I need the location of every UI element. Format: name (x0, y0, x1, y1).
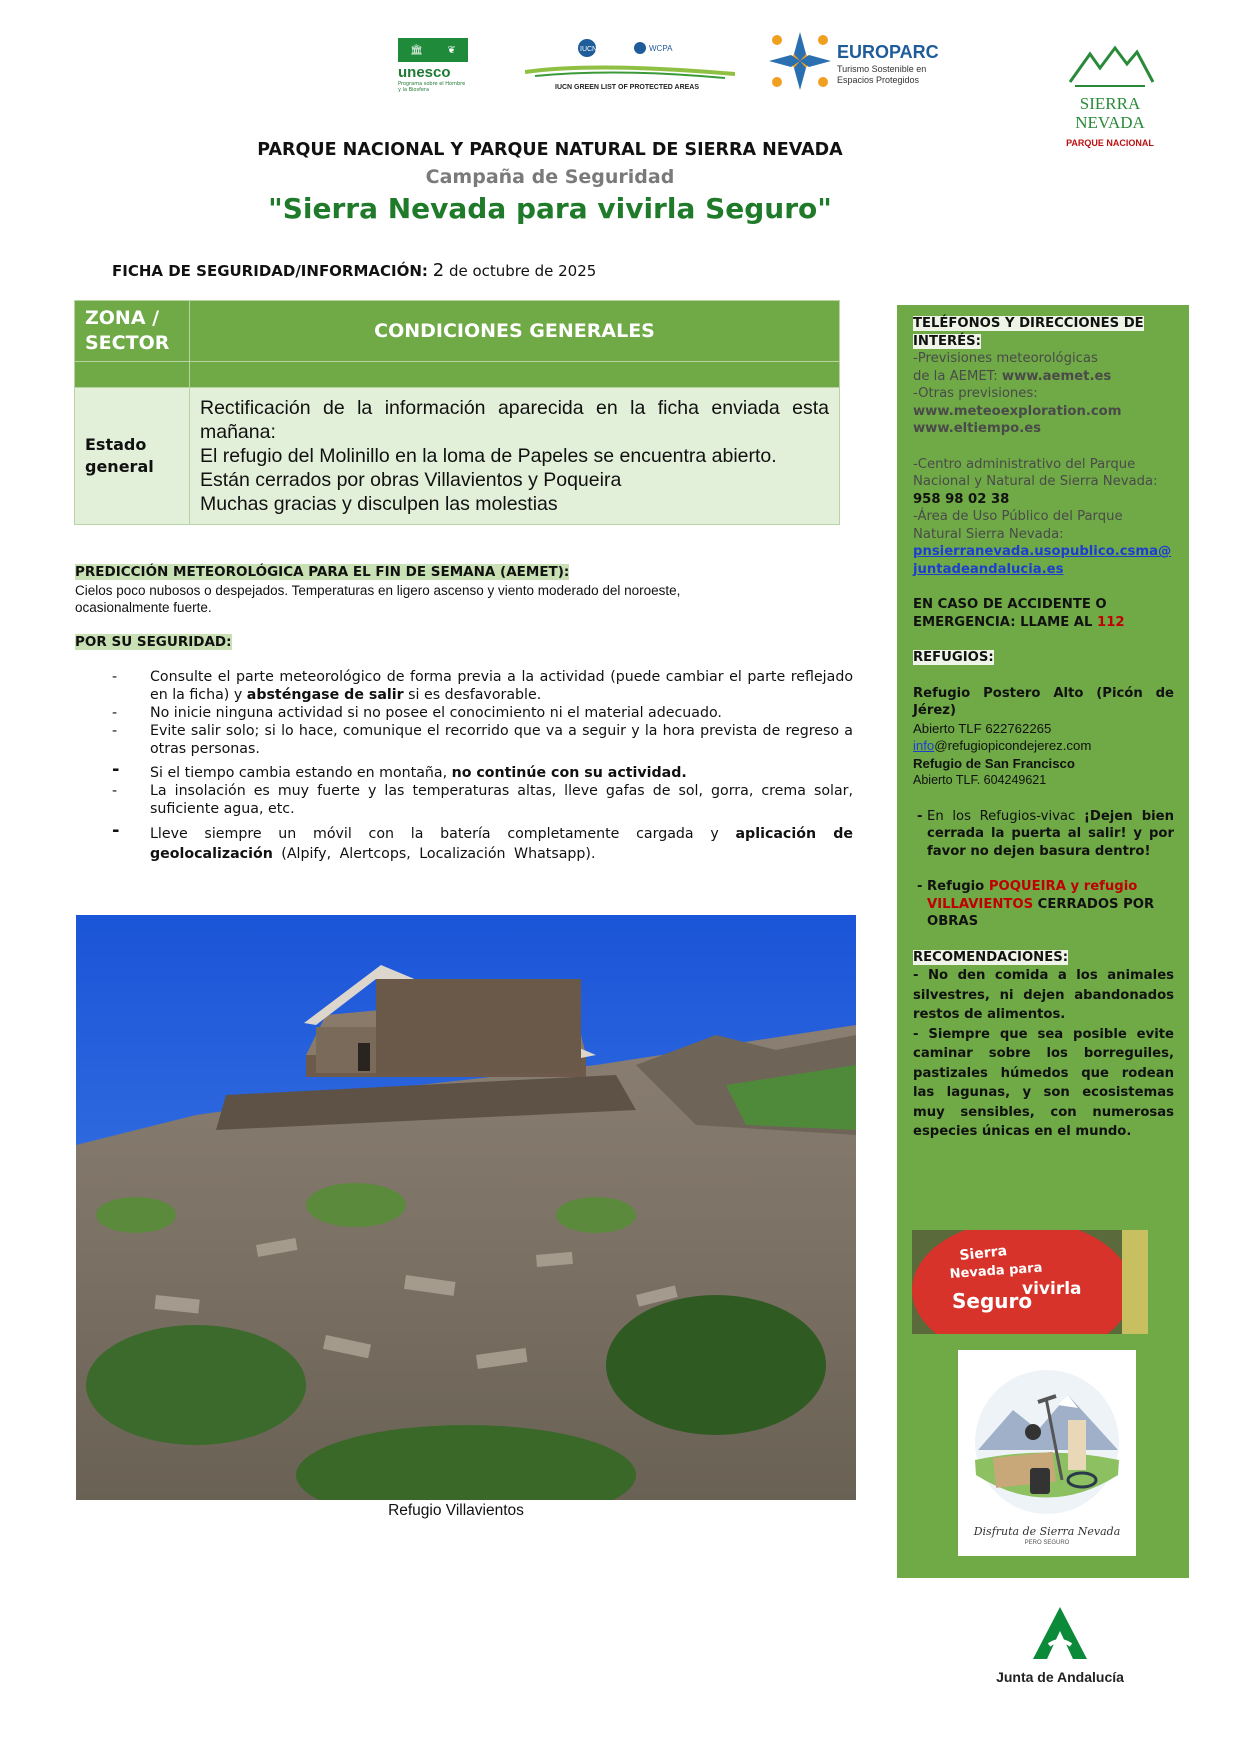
unesco-emblem (398, 38, 468, 62)
iucn-caption: IUCN GREEN LIST OF PROTECTED AREAS (555, 84, 700, 91)
campaign-title: Campaña de Seguridad (425, 166, 675, 188)
list-item: - Lleve siempre un móvil con la batería completamente cargada y aplicación de geolocalización (Alpify, Alertcops, Localización Whatsapp). (112, 820, 853, 862)
recommendation-2: - Siempre que sea posible evite caminar sobre los borreguiles, pastizales húmedos que rodean las lagunas, y son ecosistemas muy sensibles, con numerosas especies únicas en el mundo. (913, 1026, 1174, 1139)
disfruta-sierra-nevada-poster (958, 1350, 1136, 1556)
meteoexploration-link[interactable]: www.meteoexploration.com (913, 403, 1122, 419)
centro-label: -Centro administrativo del Parque Nacional y Natural de Sierra Nevada: (913, 456, 1158, 489)
refugio-villavientos-photo (76, 915, 856, 1500)
ficha-label: FICHA DE SEGURIDAD/INFORMACIÓN: (112, 262, 428, 280)
equipment-illustration (958, 1350, 1136, 1525)
list-item: - Evite salir solo; si lo hace, comunique el recorrido que va a seguir y la hora prevista de regreso a otras personas. (112, 723, 853, 757)
closed-refugios-notice: - Refugio POQUEIRA y refugio VILLAVIENTOS CERRADOS POR OBRAS (917, 879, 1155, 929)
emergency-text: EN CASO DE ACCIDENTE O EMERGENCIA: LLAME AL 112 (913, 597, 1125, 630)
centro-phone: 958 98 02 38 (913, 491, 1010, 507)
security-title: POR SU SEGURIDAD: (75, 634, 232, 650)
header-spacer-row (75, 362, 840, 388)
park-title: PARQUE NACIONAL Y PARQUE NATURAL DE SIERRA NEVADA (257, 140, 843, 160)
campaign-shirt-image (912, 1230, 1148, 1334)
other-forecasts-label: -Otras previsiones: (913, 386, 1038, 401)
svg-text:WCPA: WCPA (649, 44, 673, 53)
list-item: - Consulte el parte meteorológico de forma previa a la actividad (puede cambiar el parte reflejado en la ficha) y absténgase de salir si es desfavorable. (112, 669, 853, 703)
svg-text:vivirla: vivirla (1022, 1279, 1082, 1299)
area-label: -Área de Uso Público del Parque Natural Sierra Nevada: (913, 509, 1123, 542)
ficha-date-line (112, 260, 596, 281)
mountain-hut-illustration (76, 915, 856, 1500)
refugios-title: REFUGIOS: (913, 650, 994, 665)
list-item: - La insolación es muy fuerte y las temperaturas altas, lleve gafas de sol, gorra, crema solar, suficiente agua, etc. (112, 783, 853, 817)
refugio-postero-name: Refugio Postero Alto (Picón de Jérez) (913, 685, 1174, 718)
sierra-nevada-wordmark: SIERRA NEVADA (1075, 94, 1145, 132)
refugio-postero-phone: Abierto TLF 622762265 (913, 720, 1052, 736)
conditions-header: CONDICIONES GENERALES (190, 301, 840, 362)
campaign-sticker-photo (912, 1230, 1148, 1334)
conditions-table (74, 300, 840, 525)
info-side-panel: TELÉFONOS Y DIRECCIONES DE INTERÉS: -Previsiones meteorológicas de la AEMET: www.aemet.es -Otras previsiones: www.meteoexploration.com www.eltiempo.es -Centro administrativo del Parque Nacional y Natural de Sierra Nevada: 958 98 02 38 -Área de Uso Público del Parque Natural Sierra Nevada: pnsierranevada.usopublico.csma@juntadeandalucia.es EN CASO DE ACCIDENTE O EMERGENCIA: LLAME AL 112 REFUGIOS: Refugio Postero Alto (Picón de Jérez) Abierto TLF 622762265 info@refugiopicondejerez.com Refugio de San Francisco Abierto TLF. 604249621 - En los Refugios-vivac ¡Dejen bien cerrada la puerta al salir! y por favor no dejen basura dentro! - Refugio POQUEIRA y refugio VILLAVIENTOS CERRADOS POR OBRAS RECOMENDACIONES: - No den comida a los animales silvestres, ni dejen abandonados restos de alimentos. - Siempre que sea posible evite caminar sobre los borreguiles, pastizales húmedos que rodean las lagunas, y son ecosistemas muy sensibles, con numerosas especies únicas en el mundo. (897, 305, 1189, 1578)
europarc-logo (765, 30, 940, 92)
list-item: - No inicie ninguna actividad si no posee el conocimiento ni el material adecuado. (112, 705, 722, 721)
europarc-star-icon (765, 30, 835, 92)
prediction-text: Cielos poco nubosos o despejados. Temperaturas en ligero ascenso y viento moderado del noroeste, ocasionalmente fuerte. (75, 583, 681, 615)
phones-title: TELÉFONOS Y DIRECCIONES DE INTERÉS: (913, 316, 1144, 349)
svg-text:Seguro: Seguro (952, 1289, 1033, 1313)
junta-andalucia-logo (985, 1605, 1135, 1685)
iucn-green-list-logo (525, 36, 735, 98)
email-link[interactable]: pnsierranevada.usopublico.csma@juntadeandalucia.es (913, 544, 1172, 577)
junta-a-icon (1025, 1605, 1095, 1661)
refugio-san-francisco-phone: Abierto TLF. 604249621 (913, 773, 1047, 787)
svg-text:Sierra: Sierra (958, 1243, 1008, 1264)
unesco-sub: Programa sobre el Hombre y la Biosfera (398, 81, 466, 93)
temple-icon: 🏛 (410, 44, 423, 56)
table-row (75, 388, 840, 525)
aemet-link[interactable]: www.aemet.es (1001, 368, 1112, 384)
list-item: - Si el tiempo cambia estando en montaña, no continúe con su actividad. (112, 759, 687, 781)
estado-general-info: Rectificación de la información aparecida en la ficha enviada esta mañana: El refugio del Molinillo en la loma de Papeles se encuentra abierto. Están cerrados por obras Villavientos y Poqueira Muchas gracias y disculpen las molestias (190, 388, 840, 525)
unesco-logo (398, 38, 468, 98)
zone-sector-header: ZONA / SECTOR (75, 301, 190, 362)
europarc-sub: Turismo Sostenible en Espacios Protegidos (837, 64, 927, 85)
photo-caption: Refugio Villavientos (388, 1502, 524, 1519)
junta-name: Junta de Andalucía (996, 1669, 1124, 1685)
ficha-date-rest: de octubre de 2025 (448, 262, 597, 280)
ficha-day: 2 (432, 260, 445, 281)
refugio-postero-email[interactable]: info@refugiopicondejerez.com (913, 738, 1092, 753)
refugio-san-francisco-name: Refugio de San Francisco (913, 755, 1075, 771)
biosphere-icon: ❦ (447, 44, 456, 56)
poster-subtitle: PERO SEGURO (1024, 1540, 1070, 1546)
poster-title: Disfruta de Sierra Nevada (973, 1525, 1121, 1538)
parque-nacional-label: PARQUE NACIONAL (1066, 138, 1154, 148)
vivac-notice: - En los Refugios-vivac ¡Dejen bien cerrada la puerta al salir! y por favor no dejen basura dentro! (917, 808, 1174, 859)
eltiempo-link[interactable]: www.eltiempo.es (913, 421, 1041, 436)
security-list (108, 668, 853, 864)
europarc-name: EUROPARC (837, 42, 939, 62)
svg-text:Nevada para: Nevada para (949, 1260, 1043, 1282)
prediction-title: PREDICCIÓN METEOROLÓGICA PARA EL FIN DE SEMANA (AEMET): (75, 564, 570, 580)
recommendations-title: RECOMENDACIONES: (913, 949, 1068, 965)
mountain-icon (1065, 42, 1155, 90)
estado-general-label: Estado general (75, 388, 190, 525)
unesco-wordmark: unesco (398, 64, 451, 81)
iucn-swoosh-graphic (525, 36, 735, 84)
campaign-slogan: "Sierra Nevada para vivirla Seguro" (268, 192, 832, 225)
recommendation-1: - No den comida a los animales silvestres, ni dejen abandonados restos de alimentos. (913, 968, 1174, 1022)
svg-text:IUCN: IUCN (580, 46, 598, 53)
forecast-label: -Previsiones meteorológicas (913, 351, 1098, 366)
